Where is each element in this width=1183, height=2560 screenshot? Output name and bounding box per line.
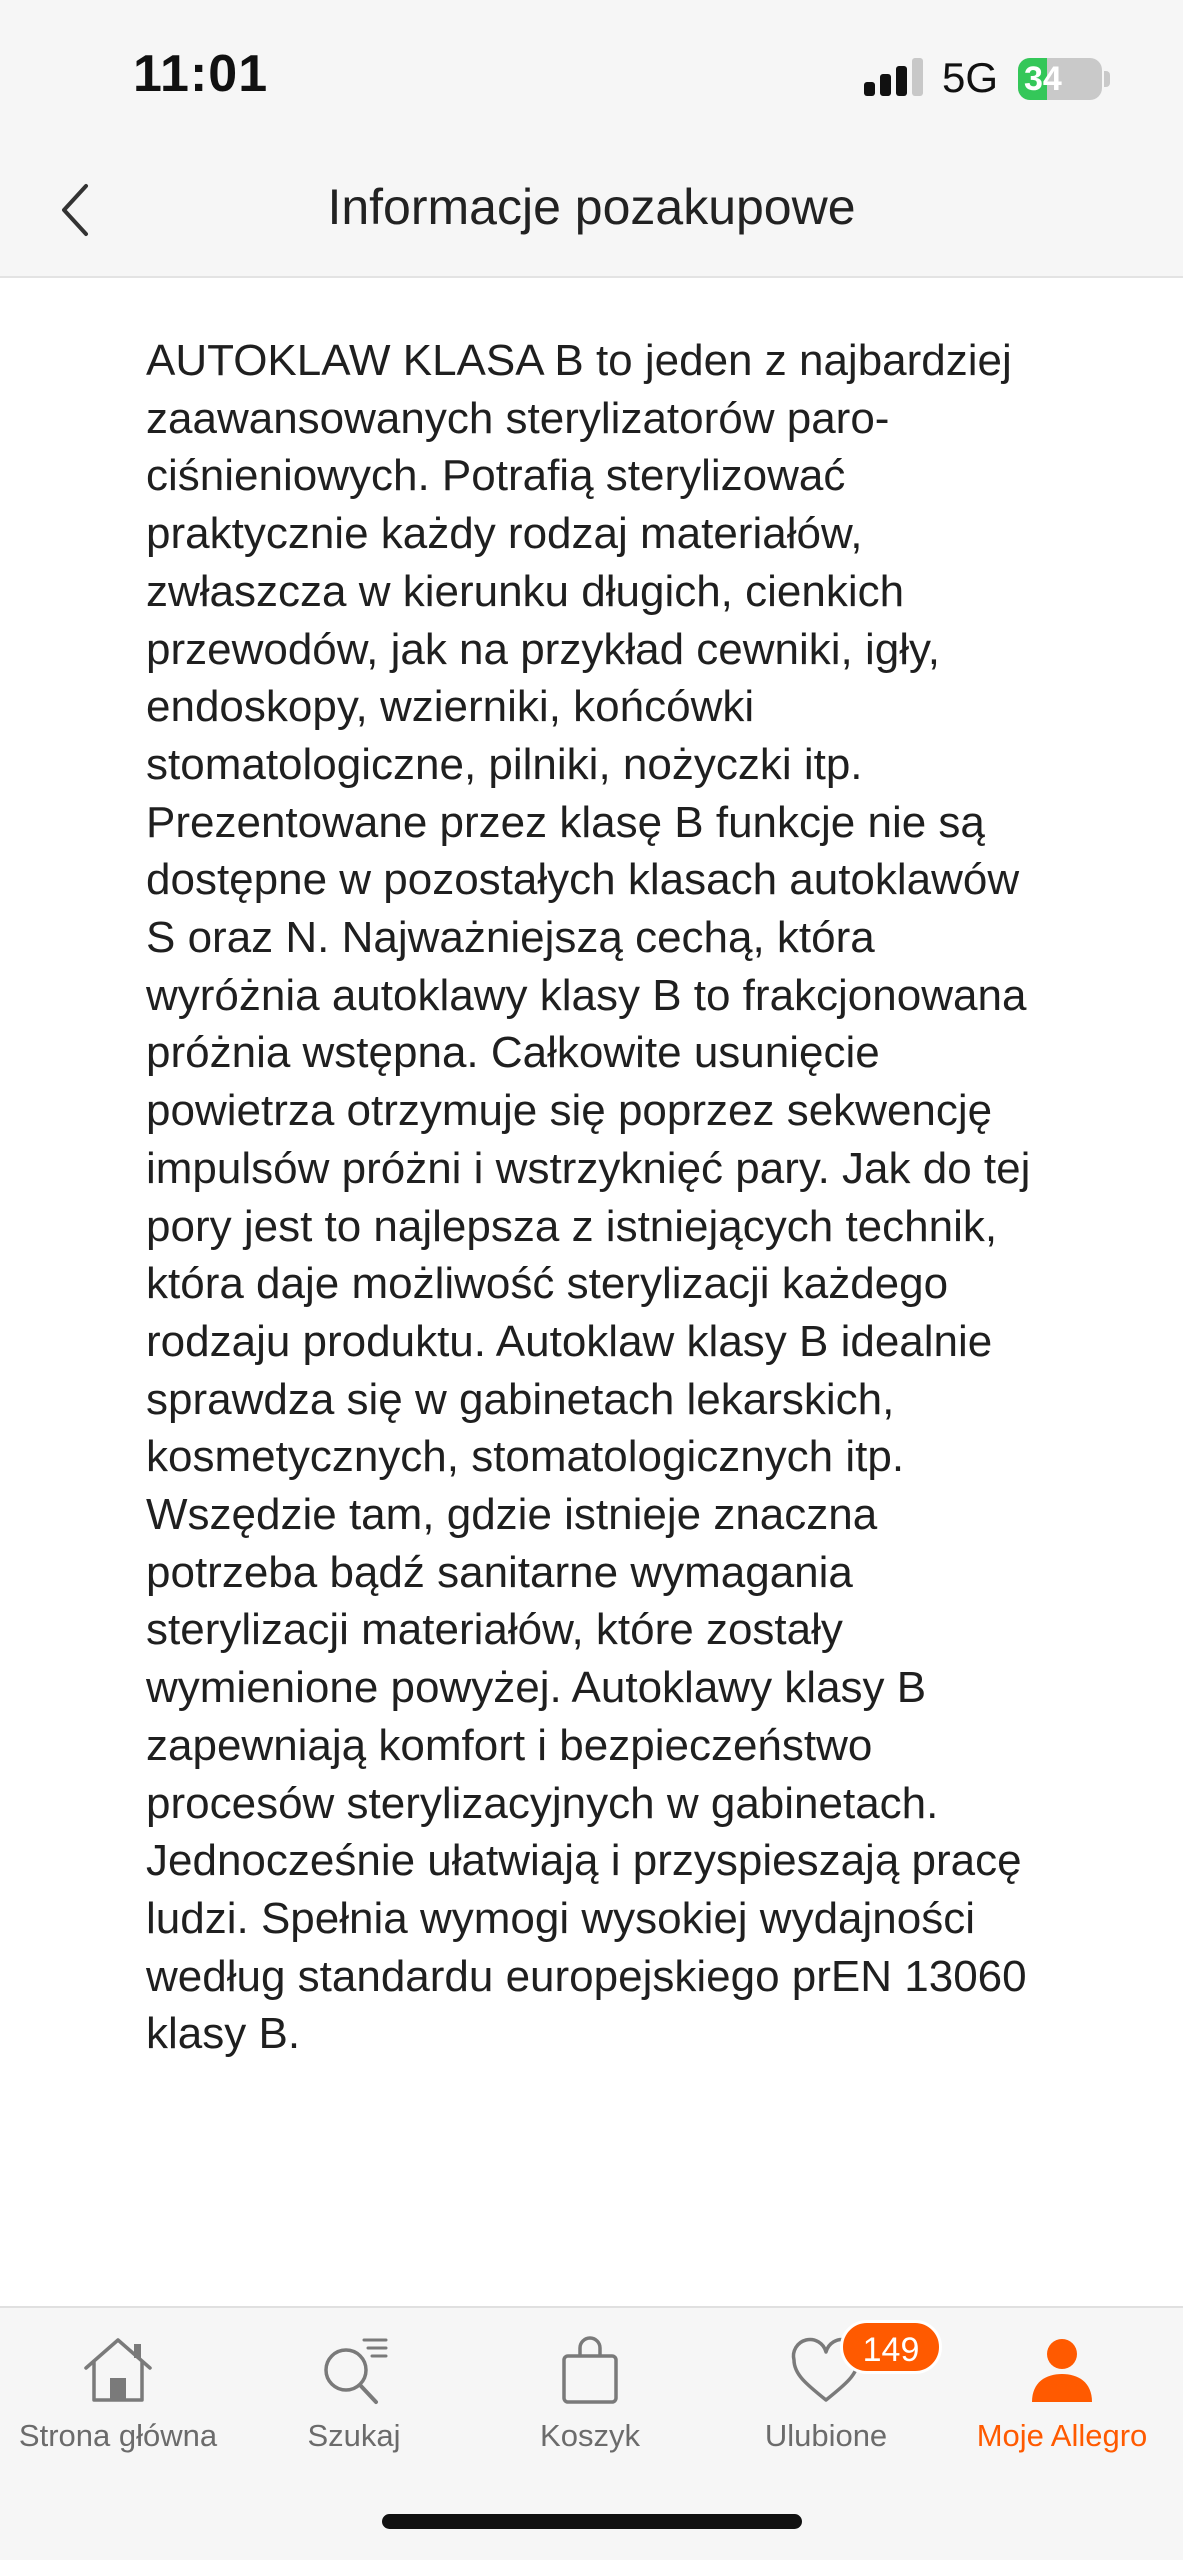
tab-cart[interactable] xyxy=(472,2308,708,2458)
battery-cap xyxy=(1104,71,1110,87)
description-text: AUTOKLAW KLASA B to jeden z najbardziej zaawansowanych sterylizatorów paro-ciśnieniowych. Potrafią sterylizować praktycznie każdy rodzaj materiałów, zwłaszcza w kierunku długich, cienkich przewodów, jak na przykład cewniki, igły, endoskopy, wzierniki, końcówki stomatologiczne, pilniki, nożyczki itp. Prezentowane przez klasę B funkcje nie są dostępne w pozostałych klasach autoklawów S oraz N. Najważniejszą cechą, która wyróżnia autoklawy klasy B to frakcjonowana próżnia wstępna. Całkowite usunięcie powietrza otrzymuje się poprzez sekwencję impulsów próżni i wstrzyknięć pary. Jak do tej pory jest to najlepsza z istniejących technik, która daje możliwość sterylizacji każdego rodzaju produktu. Autoklaw klasy B idealnie sprawdza się w gabinetach lekarskich, kosmetycznych, stomatologicznych itp. Wszędzie tam, gdzie istnieje znaczna potrzeba bądź sanitarne wymagania sterylizacji materiałów, które zostały wymienione powyżej. Autoklawy klasy B zapewniają komfort i bezpieczeństwo procesów sterylizacyjnych w gabinetach. Jednocześnie ułatwiają i przyspieszają pracę ludzi. Spełnia wymogi wysokiej wydajności według standardu europejskiego prEN 13060 klasy B. xyxy=(146,336,1031,2059)
network-type: 5G xyxy=(942,54,999,101)
home-icon xyxy=(78,2330,158,2410)
tab-search-label: Szukaj xyxy=(307,2418,401,2453)
favorites-count-badge: 149 xyxy=(840,2320,942,2374)
status-bar xyxy=(0,0,1183,150)
user-icon xyxy=(1022,2330,1102,2410)
tab-favorites-label: Ulubione xyxy=(764,2418,888,2453)
battery-level: 34 xyxy=(1024,60,1062,98)
post-purchase-info xyxy=(146,332,1046,2063)
tab-my-allegro-label: Moje Allegro xyxy=(976,2418,1148,2453)
status-time: 11:01 xyxy=(133,45,269,103)
search-icon xyxy=(314,2330,394,2410)
bag-icon xyxy=(550,2330,630,2410)
tab-home[interactable] xyxy=(0,2308,236,2458)
battery-icon xyxy=(1018,58,1102,100)
tab-search[interactable] xyxy=(236,2308,472,2458)
page-header xyxy=(0,150,1183,278)
tab-cart-label: Koszyk xyxy=(540,2418,640,2453)
home-indicator[interactable] xyxy=(382,2514,802,2529)
tab-home-label: Strona główna xyxy=(18,2418,218,2453)
tab-my-allegro[interactable] xyxy=(944,2308,1180,2458)
page-title: Informacje pozakupowe xyxy=(327,179,856,235)
signal-icon xyxy=(864,58,926,96)
